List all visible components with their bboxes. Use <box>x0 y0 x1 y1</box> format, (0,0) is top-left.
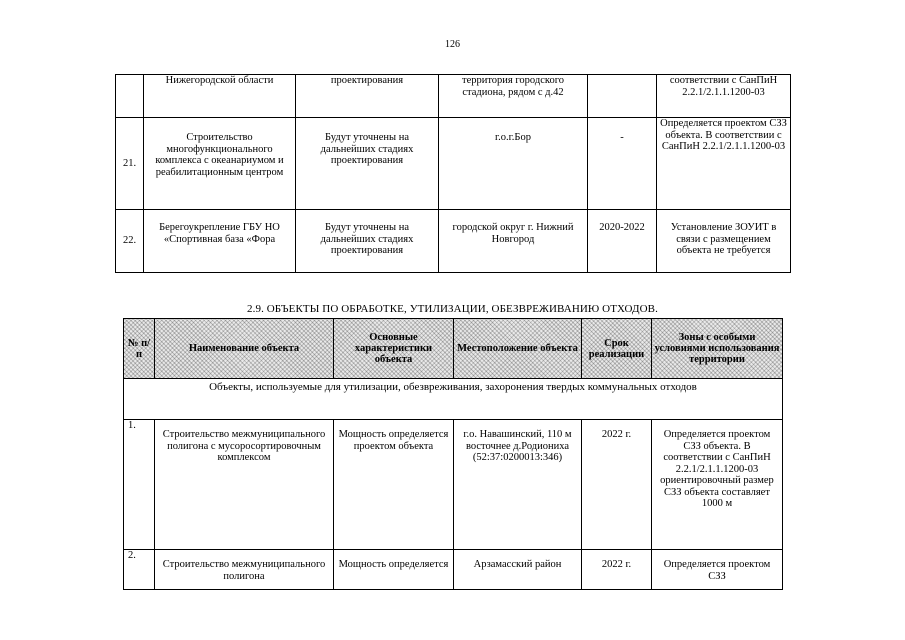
object-characteristics: Будут уточнены на дальнейших стадиях проектирования <box>296 210 439 273</box>
page-number: 126 <box>445 39 460 50</box>
implementation-term: 2022 г. <box>582 550 652 590</box>
row-number: 22. <box>116 210 144 273</box>
object-name: Нижегородской области <box>144 75 296 118</box>
waste-objects-table <box>123 318 783 590</box>
object-name: Строительство многофункционального комплекса с океанариумом и реабилитационным центром <box>144 118 296 210</box>
table-row <box>124 420 783 550</box>
special-zones: соответствии с СанПиН 2.2.1/2.1.1.1200-03 <box>657 75 791 118</box>
column-header-zones: Зоны с особыми условиями использования территории <box>652 319 783 379</box>
table-row <box>116 210 791 273</box>
object-name: Строительство межмуниципального полигона <box>155 550 334 590</box>
special-zones: Установление ЗОУИТ в связи с размещением объекта не требуется <box>657 210 791 273</box>
object-location: городской округ г. Нижний Новгород <box>439 210 588 273</box>
special-zones: Определяется проектом СЗЗ объекта. В соответствии с СанПиН 2.2.1/2.1.1.1200-03 <box>657 118 791 210</box>
object-characteristics: Мощность определяется <box>334 550 454 590</box>
row-number: 2. <box>124 550 155 590</box>
table-row <box>124 550 783 590</box>
table-header-row <box>124 319 783 379</box>
column-header-location: Местоположение объекта <box>454 319 582 379</box>
object-characteristics: Мощность определяется проектом объекта <box>334 420 454 550</box>
column-header-num: № п/п <box>124 319 155 379</box>
row-number: 1. <box>124 420 155 550</box>
group-row <box>124 379 783 420</box>
object-name: Строительство межмуниципального полигона с мусоросортировочным комплексом <box>155 420 334 550</box>
implementation-term: - <box>588 118 657 210</box>
object-location: Арзамасский район <box>454 550 582 590</box>
column-header-characteristics: Основные характеристики объекта <box>334 319 454 379</box>
object-location: г.о.г.Бор <box>439 118 588 210</box>
special-zones: Определяется проектом СЗЗ объекта. В соответствии с СанПиН 2.2.1/2.1.1.1200-03 ориентировочный размер СЗЗ объекта составляет 1000 м <box>652 420 783 550</box>
objects-table-continued <box>115 74 791 273</box>
object-characteristics: Будут уточнены на дальнейших стадиях проектирования <box>296 118 439 210</box>
section-title: 2.9. ОБЪЕКТЫ ПО ОБРАБОТКЕ, УТИЛИЗАЦИИ, ОБЕЗВРЕЖИВАНИЮ ОТХОДОВ. <box>247 303 658 315</box>
object-name: Берегоукрепление ГБУ НО «Спортивная база «Фора <box>144 210 296 273</box>
implementation-term: 2022 г. <box>582 420 652 550</box>
column-header-name: Наименование объекта <box>155 319 334 379</box>
object-location: г.о. Навашинский, 110 м восточнее д.Родиониха (52:37:0200013:346) <box>454 420 582 550</box>
row-number: 21. <box>116 118 144 210</box>
implementation-term <box>588 75 657 118</box>
special-zones: Определяется проектом СЗЗ <box>652 550 783 590</box>
implementation-term: 2020-2022 <box>588 210 657 273</box>
group-title: Объекты, используемые для утилизации, обезвреживания, захоронения твердых коммунальных отходов <box>124 379 783 420</box>
table-row <box>116 75 791 118</box>
object-location: территория городского стадиона, рядом с д.42 <box>439 75 588 118</box>
object-characteristics: проектирования <box>296 75 439 118</box>
row-number <box>116 75 144 118</box>
table-row <box>116 118 791 210</box>
column-header-term: Срок реализации <box>582 319 652 379</box>
